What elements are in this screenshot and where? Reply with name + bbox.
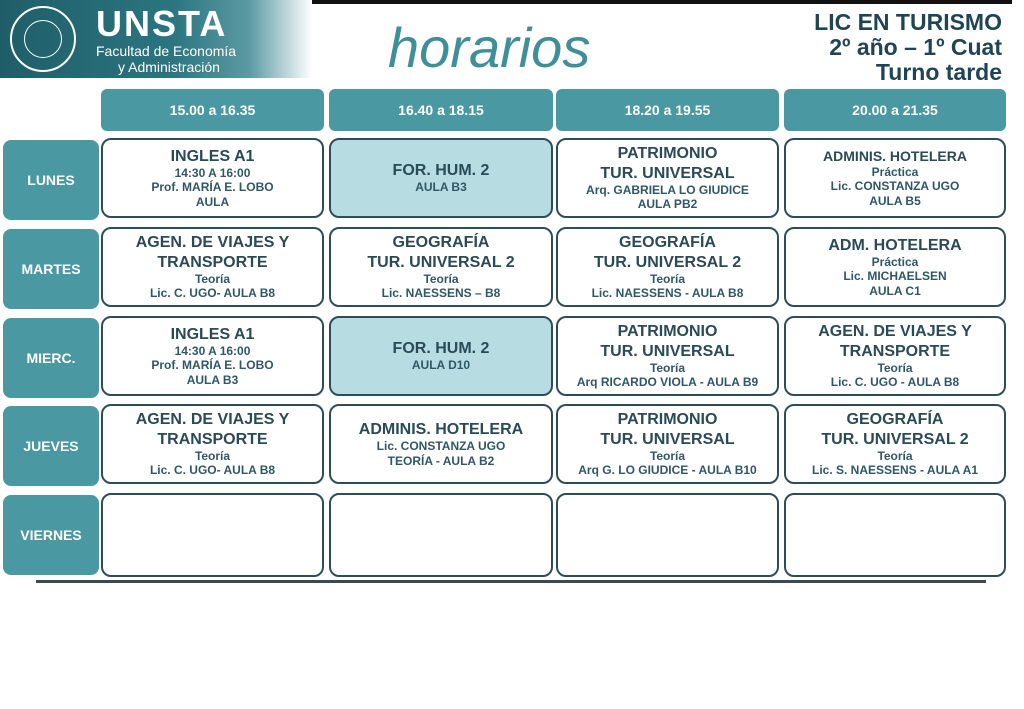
class-detail-line: 14:30 A 16:00: [174, 344, 251, 358]
class-subject-line: AGEN. DE VIAJES Y: [135, 411, 290, 429]
class-subject-line: TUR. UNIVERSAL: [600, 342, 735, 360]
class-detail-line: Lic. CONSTANZA UGO: [830, 179, 960, 194]
class-cell: [556, 493, 779, 577]
class-cell: [556, 138, 779, 218]
day-label-martes: MARTES: [3, 229, 99, 309]
class-subject-line: TUR. UNIVERSAL 2: [367, 253, 515, 271]
class-cell: [329, 138, 553, 218]
time-slot-header: 20.00 a 21.35: [784, 89, 1006, 131]
class-detail-line: Lic. C. UGO- AULA B8: [149, 463, 276, 478]
class-cell: [101, 316, 324, 396]
class-detail-line: Lic. S. NAESSENS - AULA A1: [811, 463, 979, 478]
class-cell: [784, 227, 1006, 307]
class-detail-line: Teoría: [649, 271, 686, 286]
class-cell: [784, 138, 1006, 218]
class-subject-line: TRANSPORTE: [157, 253, 268, 271]
class-detail-line: Práctica: [871, 255, 919, 269]
class-subject-line: TUR. UNIVERSAL 2: [821, 430, 969, 448]
class-detail-line: AULA B3: [186, 372, 239, 387]
class-detail-line: Prof. MARÍA E. LOBO: [151, 358, 274, 373]
day-label-viernes: VIERNES: [3, 495, 99, 575]
page-title: horarios: [388, 16, 591, 79]
class-cell: [101, 493, 324, 577]
class-detail-line: Teoría: [649, 360, 686, 375]
class-subject-line: INGLES A1: [170, 325, 255, 343]
class-subject-line: ADMINIS. HOTELERA: [823, 148, 967, 165]
course-year: 2º año – 1º Cuat: [829, 34, 1002, 60]
class-detail-line: AULA PB2: [637, 197, 698, 212]
class-detail-line: Práctica: [871, 164, 919, 179]
class-detail-line: Lic. C. UGO- AULA B8: [149, 286, 276, 301]
time-slot-header: 16.40 a 18.15: [329, 89, 553, 131]
class-detail-line: Teoría: [877, 360, 913, 375]
class-subject-line: TUR. UNIVERSAL: [600, 164, 735, 182]
class-subject-line: AGEN. DE VIAJES Y: [135, 234, 290, 252]
class-subject-line: INGLES A1: [170, 147, 255, 165]
class-detail-line: Arq RICARDO VIOLA - AULA B9: [576, 375, 759, 390]
course-info: [814, 10, 1002, 85]
class-subject-line: ADMINIS. HOTELERA: [358, 421, 524, 439]
class-subject-line: FOR. HUM. 2: [392, 340, 490, 358]
class-detail-line: Arq G. LO GIUDICE - AULA B10: [578, 463, 757, 478]
class-detail-line: Lic. MICHAELSEN: [843, 269, 947, 284]
class-subject-line: GEOGRAFÍA: [846, 411, 944, 429]
class-cell: [784, 493, 1006, 577]
top-rule: [276, 0, 1012, 4]
university-seal-icon: [10, 6, 76, 72]
class-detail-line: Lic. NAESSENS – B8: [381, 286, 501, 301]
class-subject-line: TRANSPORTE: [839, 342, 951, 360]
class-subject-line: PATRIMONIO: [617, 323, 718, 341]
class-detail-line: AULA: [195, 194, 230, 209]
class-subject-line: TUR. UNIVERSAL 2: [593, 253, 742, 271]
class-subject-line: ADM. HOTELERA: [828, 236, 962, 254]
university-logo-banner: [0, 0, 312, 78]
course-name: LIC EN TURISMO: [814, 9, 1002, 35]
class-detail-line: Teoría: [877, 448, 913, 463]
class-detail-line: TEORÍA - AULA B2: [387, 453, 495, 468]
class-detail-line: Teoría: [649, 448, 686, 463]
class-cell: [556, 316, 779, 396]
class-detail-line: Prof. MARÍA E. LOBO: [151, 180, 274, 195]
class-detail-line: Lic. CONSTANZA UGO: [376, 439, 506, 454]
logo-faculty-line2: y Administración: [118, 59, 220, 75]
class-cell: [101, 138, 324, 218]
day-label-jueves: JUEVES: [3, 406, 99, 486]
class-detail-line: AULA D10: [411, 358, 471, 373]
class-subject-line: TUR. UNIVERSAL: [600, 430, 735, 448]
bottom-rule: [36, 580, 986, 583]
class-cell: [329, 316, 553, 396]
class-cell: [329, 404, 553, 484]
class-cell: [784, 404, 1006, 484]
class-cell: [784, 316, 1006, 396]
class-subject-line: PATRIMONIO: [617, 411, 718, 429]
class-subject-line: GEOGRAFÍA: [619, 234, 716, 252]
class-detail-line: 14:30 A 16:00: [174, 166, 251, 180]
class-detail-line: AULA B3: [415, 180, 467, 195]
class-detail-line: Arq. GABRIELA LO GIUDICE: [586, 182, 749, 197]
day-label-mierc: MIERC.: [3, 318, 99, 398]
class-subject-line: FOR. HUM. 2: [392, 162, 490, 180]
class-cell: [556, 227, 779, 307]
class-subject-line: GEOGRAFÍA: [392, 234, 490, 252]
class-detail-line: Lic. C. UGO - AULA B8: [830, 375, 960, 390]
class-cell: [101, 227, 324, 307]
class-cell: [329, 227, 553, 307]
class-cell: [556, 404, 779, 484]
class-detail-line: AULA B5: [869, 193, 921, 208]
class-cell: [101, 404, 324, 484]
time-slot-header: 18.20 a 19.55: [556, 89, 779, 131]
logo-faculty-line1: Facultad de Economía: [96, 43, 237, 59]
class-detail-line: Teoría: [423, 271, 459, 286]
logo-name: UNSTA: [96, 3, 228, 44]
seal-inner-ring: [24, 20, 62, 58]
day-label-lunes: LUNES: [3, 140, 99, 220]
class-detail-line: Teoría: [194, 448, 231, 463]
class-detail-line: AULA C1: [869, 283, 921, 298]
time-slot-header: 15.00 a 16.35: [101, 89, 324, 131]
class-subject-line: TRANSPORTE: [157, 430, 268, 448]
class-subject-line: PATRIMONIO: [617, 145, 718, 163]
class-detail-line: Teoría: [194, 271, 231, 286]
course-shift: Turno tarde: [875, 59, 1002, 85]
class-subject-line: AGEN. DE VIAJES Y: [818, 323, 972, 341]
class-detail-line: Lic. NAESSENS - AULA B8: [591, 286, 744, 301]
class-cell: [329, 493, 553, 577]
